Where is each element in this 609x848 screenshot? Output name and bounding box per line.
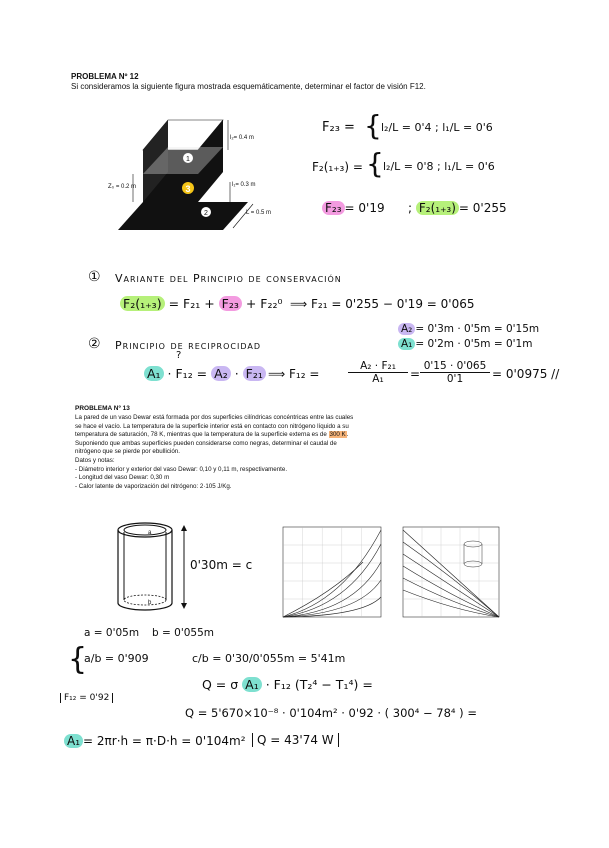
step1-equation [120,296,283,311]
problem12-title: PROBLEMA Nº 12 [71,72,139,81]
dewar-length: 0'30m = c [190,558,253,572]
dewar-label-b: b [148,600,152,606]
f23-value-label: F₂₃ [322,201,345,215]
f12-box: F₁₂ = 0'92 [60,693,113,703]
surface3-label: 3 [185,184,191,194]
f23-lhs: F₂₃ = [322,120,355,135]
recip-final: = 0'0975 // [492,367,560,381]
problem12-figure [108,112,283,237]
step1-number: ① [88,269,101,285]
f213-value-label: F₂(₁₊₃) [416,201,459,215]
viewfactor-chart-2 [393,522,503,626]
a1-calc-value: = 2πr·h = π·D·h = 0'104m² [83,734,246,748]
f23-value [322,201,385,215]
area-a2 [398,323,539,335]
frac2-den: 0'1 [446,373,464,385]
recip-f12: · F₁₂ = [167,366,208,381]
frac1-den: A₁ [372,373,384,385]
step1-f23: F₂₃ [219,296,242,311]
q-eq-start: Q = σ [202,677,239,692]
step1-lhs: F₂(₁₊₃) [120,296,165,311]
horizontal-plate [118,202,248,230]
recip-f21: F₂₁ [243,366,266,381]
f23-rhs: l₂/L = 0'4 ; l₁/L = 0'6 [381,121,493,134]
f213-value: ; F₂(₁₊₃) = 0'255 [408,201,507,215]
f213-brace: { [366,147,384,180]
dim-z0: Z₀ = 0.2 m [108,184,136,190]
q-eq-a1: A₁ [242,677,262,692]
q-equation-1 [202,677,373,692]
recip-a2: A₂ [211,366,231,381]
p13-data-3: - Calor latente de vaporización del nitrógeno: 2·105 J/Kg. [75,482,232,490]
a1-label: A₁ [398,338,415,350]
recip-result-lhs: ⟹ F₁₂ = [268,367,320,381]
surface2-label: 2 [204,210,208,217]
b-value: b = 0'055m [152,627,214,639]
a1-calc [64,734,246,748]
recip-question: ? [176,350,182,361]
p13-line4: Suponiendo que ambas superficies pueden considerarse como negras, determinar el caudal de [75,439,337,447]
area-a1 [398,338,532,350]
dim-L: L = 0.5 m [246,210,271,216]
step1-result: ⟹ F₂₁ = 0'255 − 0'19 = 0'065 [290,297,475,311]
a1-value: = 0'2m · 0'5m = 0'1m [415,338,533,350]
a2-value: = 0'3m · 0'5m = 0'15m [415,323,540,335]
p13-data-1: - Diámetro interior y exterior del vaso Dewar: 0,10 y 0,11 m, respectivamente. [75,465,288,473]
highlight-300k: 300 K [329,431,346,439]
a-value: a = 0'05m [84,627,140,639]
recip-frac2 [420,360,490,385]
dim-l1: l₁= 0.3 m [232,182,256,188]
q-eq-rest: · F₁₂ (T₂⁴ − T₁⁴) = [265,677,373,692]
p13-line2: se hace el vacío. La temperatura de la superficie interior está en contacto con nitrógeno líquido a su [75,422,349,430]
frac2-num: 0'15 · 0'065 [420,360,490,373]
ratio-ab: a/b = 0'909 [84,652,149,665]
a1-calc-label: A₁ [64,734,83,748]
surface1-label: 1 [186,156,190,163]
problem12-statement: Si consideramos la siguiente figura mostrada esquemáticamente, determinar el factor de visión F12. [71,82,426,91]
recip-frac1 [348,360,408,385]
f23-brace: { [364,109,382,142]
dim-l2: l₂= 0.4 m [230,135,254,141]
problem13-statement [75,414,415,491]
f213-lhs: F₂(₁₊₃) = [312,160,363,174]
step2-title: Principio de reciprocidad [115,339,262,352]
p13-line3: temperatura de saturación, 78 K, mientras que la temperatura de la superficie externa es de 300 K. [75,431,349,439]
p13-data-title: Datos y notas: [75,456,115,464]
f213-value-number: = 0'255 [458,201,507,215]
ratio-brace: { [68,642,88,677]
recip-equation: A₁ · F₁₂ = A₂ · F₂₁ [144,366,266,381]
ratio-cb: c/b = 0'30/0'055m = 5'41m [192,652,346,665]
f213-rhs: l₂/L = 0'8 ; l₁/L = 0'6 [383,160,495,173]
p13-line5: nitrógeno que se pierde por ebullición. [75,448,180,456]
step1-title: Variante del Principio de conservación [115,272,342,285]
recip-a1: A₁ [144,366,164,381]
problem13-title: PROBLEMA Nº 13 [75,405,130,412]
p13-data-2: - Longitud del vaso Dewar: 0,30 m [75,474,170,482]
f23-value-number: = 0'19 [344,201,385,215]
step2-number: ② [88,336,101,352]
frac1-num: A₂ · F₂₁ [348,360,408,373]
step1-eq: = F₂₁ + [168,296,215,311]
q-equation-2: Q = 5'670×10⁻⁸ · 0'104m² · 0'92 · ( 300⁴ − 78⁴ ) = [185,706,477,720]
a2-label: A₂ [398,323,415,335]
dewar-label-a: a [148,530,152,536]
step1-f22: + F₂₂⁰ [245,296,283,311]
q-result: Q = 43'74 W [252,733,339,747]
p13-line1: La pared de un vaso Dewar está formada por dos superficies cilíndricas concéntricas entre las cuales [75,414,354,421]
viewfactor-chart-1 [273,522,385,626]
